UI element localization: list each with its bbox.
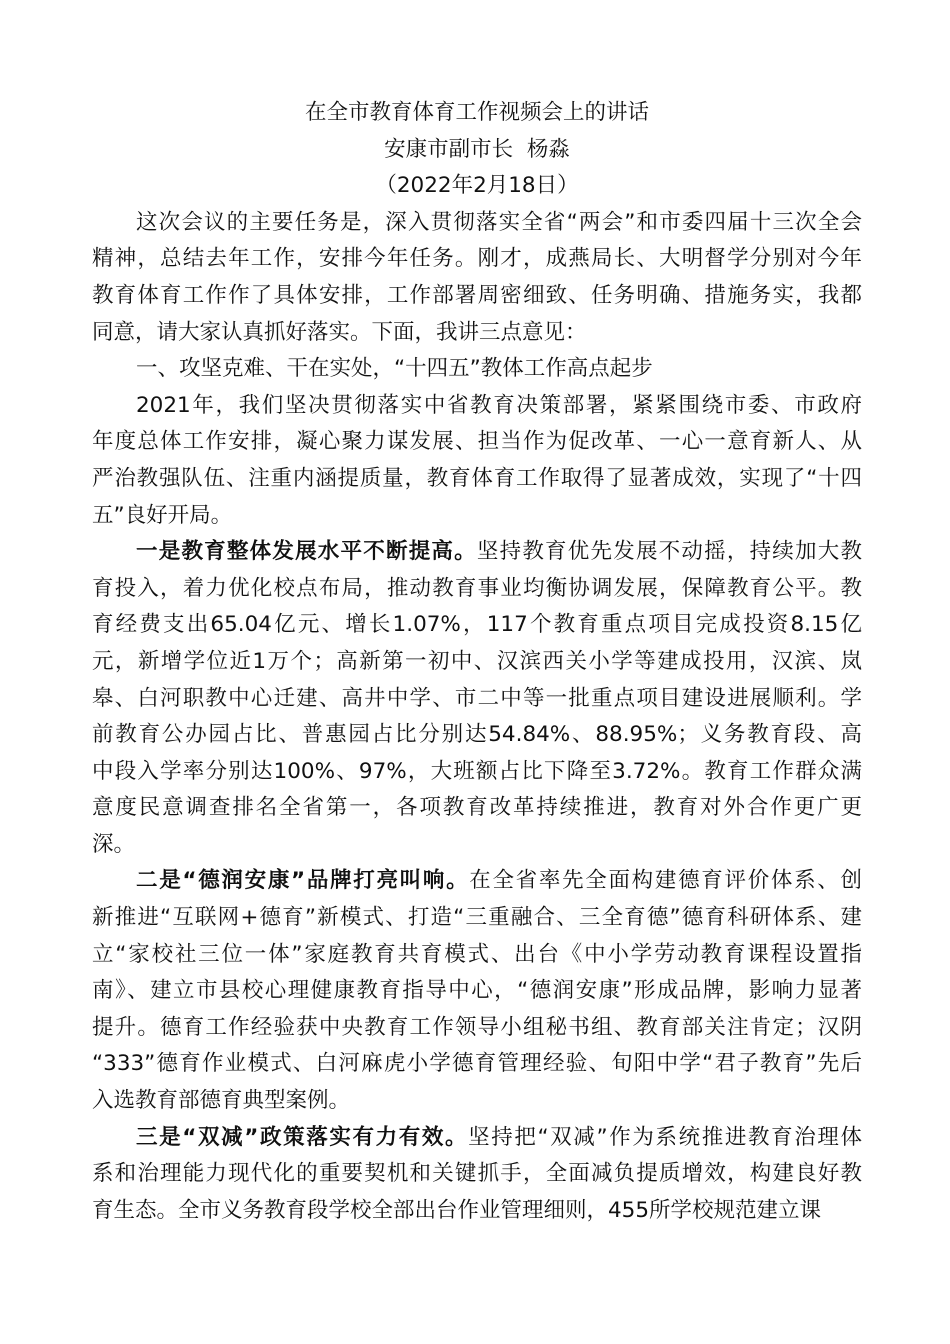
line-text: 育投入，着力优化校点布局，推动教育事业均衡协调发展，保障教育公平。教 (92, 575, 862, 601)
bold-lead: 三是“双减”政策落实有力有效。 (136, 1124, 469, 1150)
line-text: 深。 (92, 831, 136, 857)
text-line (92, 498, 862, 535)
paragraph (92, 863, 862, 1119)
text-line (92, 278, 862, 315)
text-line (92, 644, 862, 681)
document-author: 安康市副市长 杨淼 (384, 136, 570, 162)
text-line (92, 717, 862, 754)
line-text: 皋、白河职教中心迁建、高井中学、市二中等一批重点项目建设进展顺利。学 (92, 685, 862, 711)
paragraph (92, 534, 862, 863)
line-text: 入选教育部德育典型案例。 (92, 1088, 351, 1114)
text-line (92, 1046, 862, 1083)
bold-lead: 二是“德润安康”品牌打亮叫响。 (136, 868, 470, 894)
text-line (92, 1010, 862, 1047)
line-text: 育经费支出65.04亿元、增长1.07%，117个教育重点项目完成投资8.15亿 (92, 612, 862, 638)
line-text: 坚持教育优先发展不动摇，持续加大教 (476, 539, 862, 565)
line-text: 年度总体工作安排，凝心聚力谋发展、担当作为促改革、一心一意育新人、从 (92, 429, 862, 455)
line-text: 中段入学率分别达100%、97%，大班额占比下降至3.72%。教育工作群众满 (92, 758, 862, 784)
text-line (92, 534, 862, 571)
line-text: 这次会议的主要任务是，深入贯彻落实全省“两会”和市委四届十三次全会 (136, 209, 862, 235)
line-text: 育生态。全市义务教育段学校全部出台作业管理细则，455所学校规范建立课 (92, 1197, 822, 1223)
text-line (92, 388, 862, 425)
line-text: 元，新增学位近1万个；高新第一初中、汉滨西关小学等建成投用，汉滨、岚 (92, 648, 862, 674)
text-line (92, 973, 862, 1010)
line-text: 严治教强队伍、注重内涵提质量，教育体育工作取得了显著成效，实现了“十四 (92, 465, 862, 491)
line-text: “333”德育作业模式、白河麻虎小学德育管理经验、旬阳中学“君子教育”先后 (92, 1051, 862, 1077)
text-line (92, 937, 862, 974)
line-text: 意度民意调查排名全省第一，各项教育改革持续推进，教育对外合作更广更 (92, 795, 862, 821)
text-line (92, 790, 862, 827)
document-date: （2022年2月18日） (375, 173, 579, 199)
text-line (92, 900, 862, 937)
document-title: 在全市教育体育工作视频会上的讲话 (304, 100, 649, 125)
text-line (92, 571, 862, 608)
paragraph (92, 205, 862, 351)
line-text: 坚持把“双减”作为系统推进教育治理体 (468, 1124, 863, 1150)
paragraph (92, 351, 862, 388)
text-line (92, 1156, 862, 1193)
text-line (92, 681, 862, 718)
bold-lead: 一是教育整体发展水平不断提高。 (136, 539, 477, 565)
text-line (92, 827, 862, 864)
text-line (92, 205, 862, 242)
text-line (92, 1120, 862, 1157)
paragraph (92, 1120, 862, 1230)
text-line (92, 1083, 862, 1120)
line-text: 在全省率先全面构建德育评价体系、创 (469, 868, 862, 894)
text-line (92, 461, 862, 498)
text-line (92, 863, 862, 900)
document-body (92, 205, 862, 1230)
line-text: 新推进“互联网+德育”新模式、打造“三重融合、三全育德”德育科研体系、建 (92, 905, 862, 931)
text-line (92, 241, 862, 278)
text-line (92, 351, 862, 388)
line-text: 精神，总结去年工作，安排今年任务。刚才，成燕局长、大明督学分别对今年 (92, 246, 862, 272)
line-text: 五”良好开局。 (92, 502, 233, 528)
line-text: 南》、建立市县校心理健康教育指导中心，“德润安康”形成品牌，影响力显著 (92, 978, 862, 1004)
text-line (92, 424, 862, 461)
paragraph (92, 388, 862, 534)
line-text: 系和治理能力现代化的重要契机和关键抓手，全面减负提质增效，构建良好教 (92, 1161, 862, 1187)
line-text: 同意，请大家认真抓好落实。下面，我讲三点意见： (92, 319, 587, 345)
document-page (92, 95, 862, 1229)
text-line (92, 315, 862, 352)
line-text: 提升。德育工作经验获中央教育工作领导小组秘书组、教育部关注肯定；汉阴 (92, 1014, 862, 1040)
line-text: 教育体育工作作了具体安排，工作部署周密细致、任务明确、措施务实，我都 (92, 282, 862, 308)
text-line (92, 1193, 862, 1230)
text-line (92, 607, 862, 644)
line-text: 一、攻坚克难、干在实处，“十四五”教体工作高点起步 (136, 356, 653, 382)
line-text: 2021年，我们坚决贯彻落实中省教育决策部署，紧紧围绕市委、市政府 (136, 392, 862, 418)
line-text: 前教育公办园占比、普惠园占比分别达54.84%、88.95%；义务教育段、高 (92, 722, 862, 748)
line-text: 立“家校社三位一体”家庭教育共育模式、出台《中小学劳动教育课程设置指 (92, 941, 862, 967)
text-line (92, 754, 862, 791)
